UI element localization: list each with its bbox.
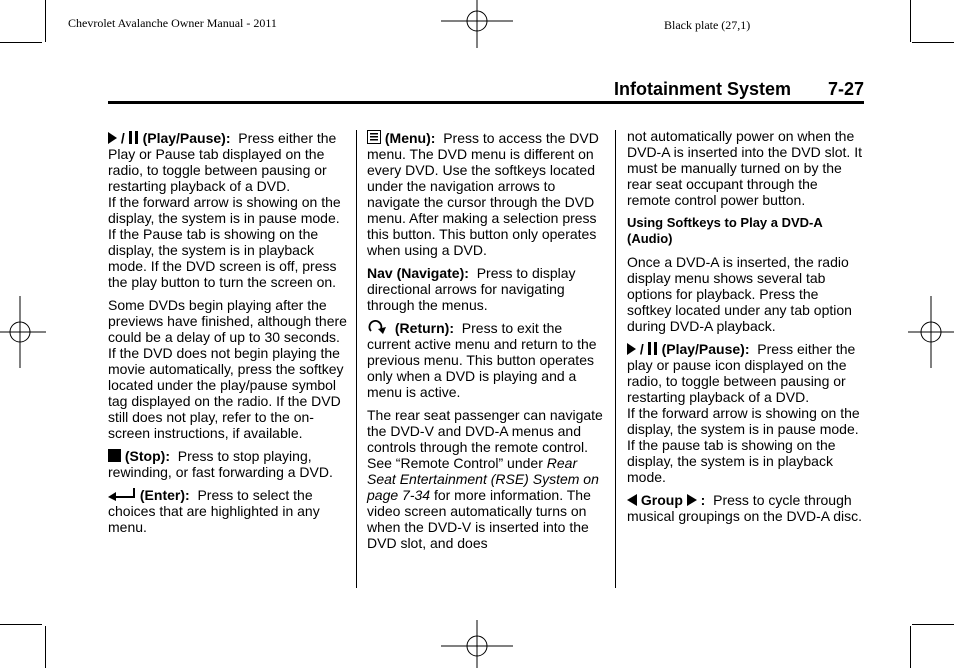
play-icon: [627, 343, 636, 355]
play-pause-label: (Play/Pause):: [142, 130, 231, 146]
enter-text: Press to select the choices that are highlighted in any menu.: [108, 487, 320, 535]
group-entry: [627, 492, 865, 524]
play-pause-text-2: If the forward arrow is showing on the display, the system is in pause mode. If the Pause tab is showing on the display, the system is in playback mode. If the DVD screen is off, press the play button to turn the screen on.: [108, 194, 341, 290]
stop-entry: [108, 448, 348, 480]
section-title: Infotainment System: [614, 79, 792, 99]
return-icon: [367, 320, 391, 334]
group-colon: :: [700, 492, 706, 508]
play-pause-separator: /: [639, 341, 644, 357]
previous-arrow-icon: [627, 494, 637, 506]
registration-mark-top: [441, 0, 513, 48]
play-pause-separator: /: [120, 130, 125, 146]
menu-label: (Menu):: [384, 130, 436, 146]
play-pause-text: Press either the Play or Pause tab displayed on the radio, to toggle between pausing or restarting playback of a DVD.: [108, 130, 337, 194]
group-label: Group: [640, 492, 683, 508]
return-label: (Return):: [394, 320, 454, 336]
continued-paragraph: not automatically power on when the DVD-A is inserted into the DVD slot. It must be manually turned on by the rear seat occupant through the remote control power button.: [627, 128, 862, 208]
menu-icon: [367, 130, 381, 144]
play-pause-entry: [108, 130, 348, 290]
return-entry: [367, 320, 607, 400]
registration-mark-left: [0, 296, 46, 368]
rse-reference: Rear Seat Entertainment (RSE) System on page 7-34: [367, 455, 599, 503]
pause-icon: [129, 131, 139, 144]
menu-text: Press to access the DVD menu. The DVD menu is different on every DVD. Use the softkeys located under the navigation arrows to navigate the cursor through the DVD menu. After making a selection press this button. This button only operates when using a DVD.: [367, 130, 599, 258]
menu-entry: [367, 130, 607, 258]
pause-icon: [648, 342, 658, 355]
column-divider-2: [615, 130, 616, 588]
registration-mark-bottom: [441, 620, 513, 668]
enter-label: (Enter):: [139, 487, 190, 503]
stop-icon: [108, 449, 121, 462]
column-3: [627, 128, 865, 531]
group-text: Press to cycle through musical groupings on the DVD-A disc.: [627, 492, 862, 524]
dvda-paragraph: Once a DVD-A is inserted, the radio display menu shows several tab options for playback. Press the softkey located under any tab option during DVD-A playback.: [627, 254, 852, 334]
stop-label: (Stop):: [124, 448, 170, 464]
nav-entry: [367, 265, 607, 313]
column-2: [367, 130, 607, 558]
column-1: [108, 130, 348, 542]
nav-text: Press to display directional arrows for navigating through the menus.: [367, 265, 576, 313]
play-icon: [108, 132, 117, 144]
page-number: 7-27: [828, 79, 865, 99]
column-divider-1: [356, 130, 357, 588]
play-pause-text: Press either the play or pause icon displayed on the radio, to toggle between pausing or restarting playback of a DVD.: [627, 341, 856, 405]
play-pause-label: (Play/Pause):: [661, 341, 750, 357]
rse-paragraph: [367, 407, 607, 551]
enter-entry: [108, 487, 348, 535]
registration-mark-right: [908, 296, 954, 368]
stop-text: Press to stop playing, rewinding, or fast forwarding a DVD.: [108, 448, 333, 480]
next-arrow-icon: [687, 494, 697, 506]
delay-paragraph: Some DVDs begin playing after the previews have finished, although there could be a delay of up to 30 seconds. If the DVD does not begin playing the movie automatically, press the softkey located under the play/pause symbol tag displayed on the radio. If the DVD still does not play, refer to the on-screen instructions, if available.: [108, 297, 347, 441]
subheading-dvda: Using Softkeys to Play a DVD-A (Audio): [627, 215, 823, 246]
header-rule: [108, 101, 864, 104]
play-pause-entry-dvda: [627, 341, 865, 485]
plate-label: Black plate (27,1): [664, 18, 751, 32]
nav-label: Nav (Navigate):: [367, 265, 469, 281]
rse-text-a: The rear seat passenger can navigate the DVD-V and DVD-A menus and controls through the remote control. See “Remote Control” under: [367, 407, 603, 471]
rse-text-b: for more information. The video screen automatically turns on when the DVD-V is inserted into the DVD slot, and does: [367, 487, 591, 551]
play-pause-text-2: If the forward arrow is showing on the display, the system is in pause mode. If the pause tab is showing on the display, the system is in playback mode.: [627, 405, 860, 485]
return-text: Press to exit the current active menu and return to the previous menu. This button operates only when a DVD is playing and a menu is active.: [367, 320, 597, 400]
enter-icon: [108, 488, 136, 501]
manual-title: Chevrolet Avalanche Owner Manual - 2011: [68, 16, 277, 30]
